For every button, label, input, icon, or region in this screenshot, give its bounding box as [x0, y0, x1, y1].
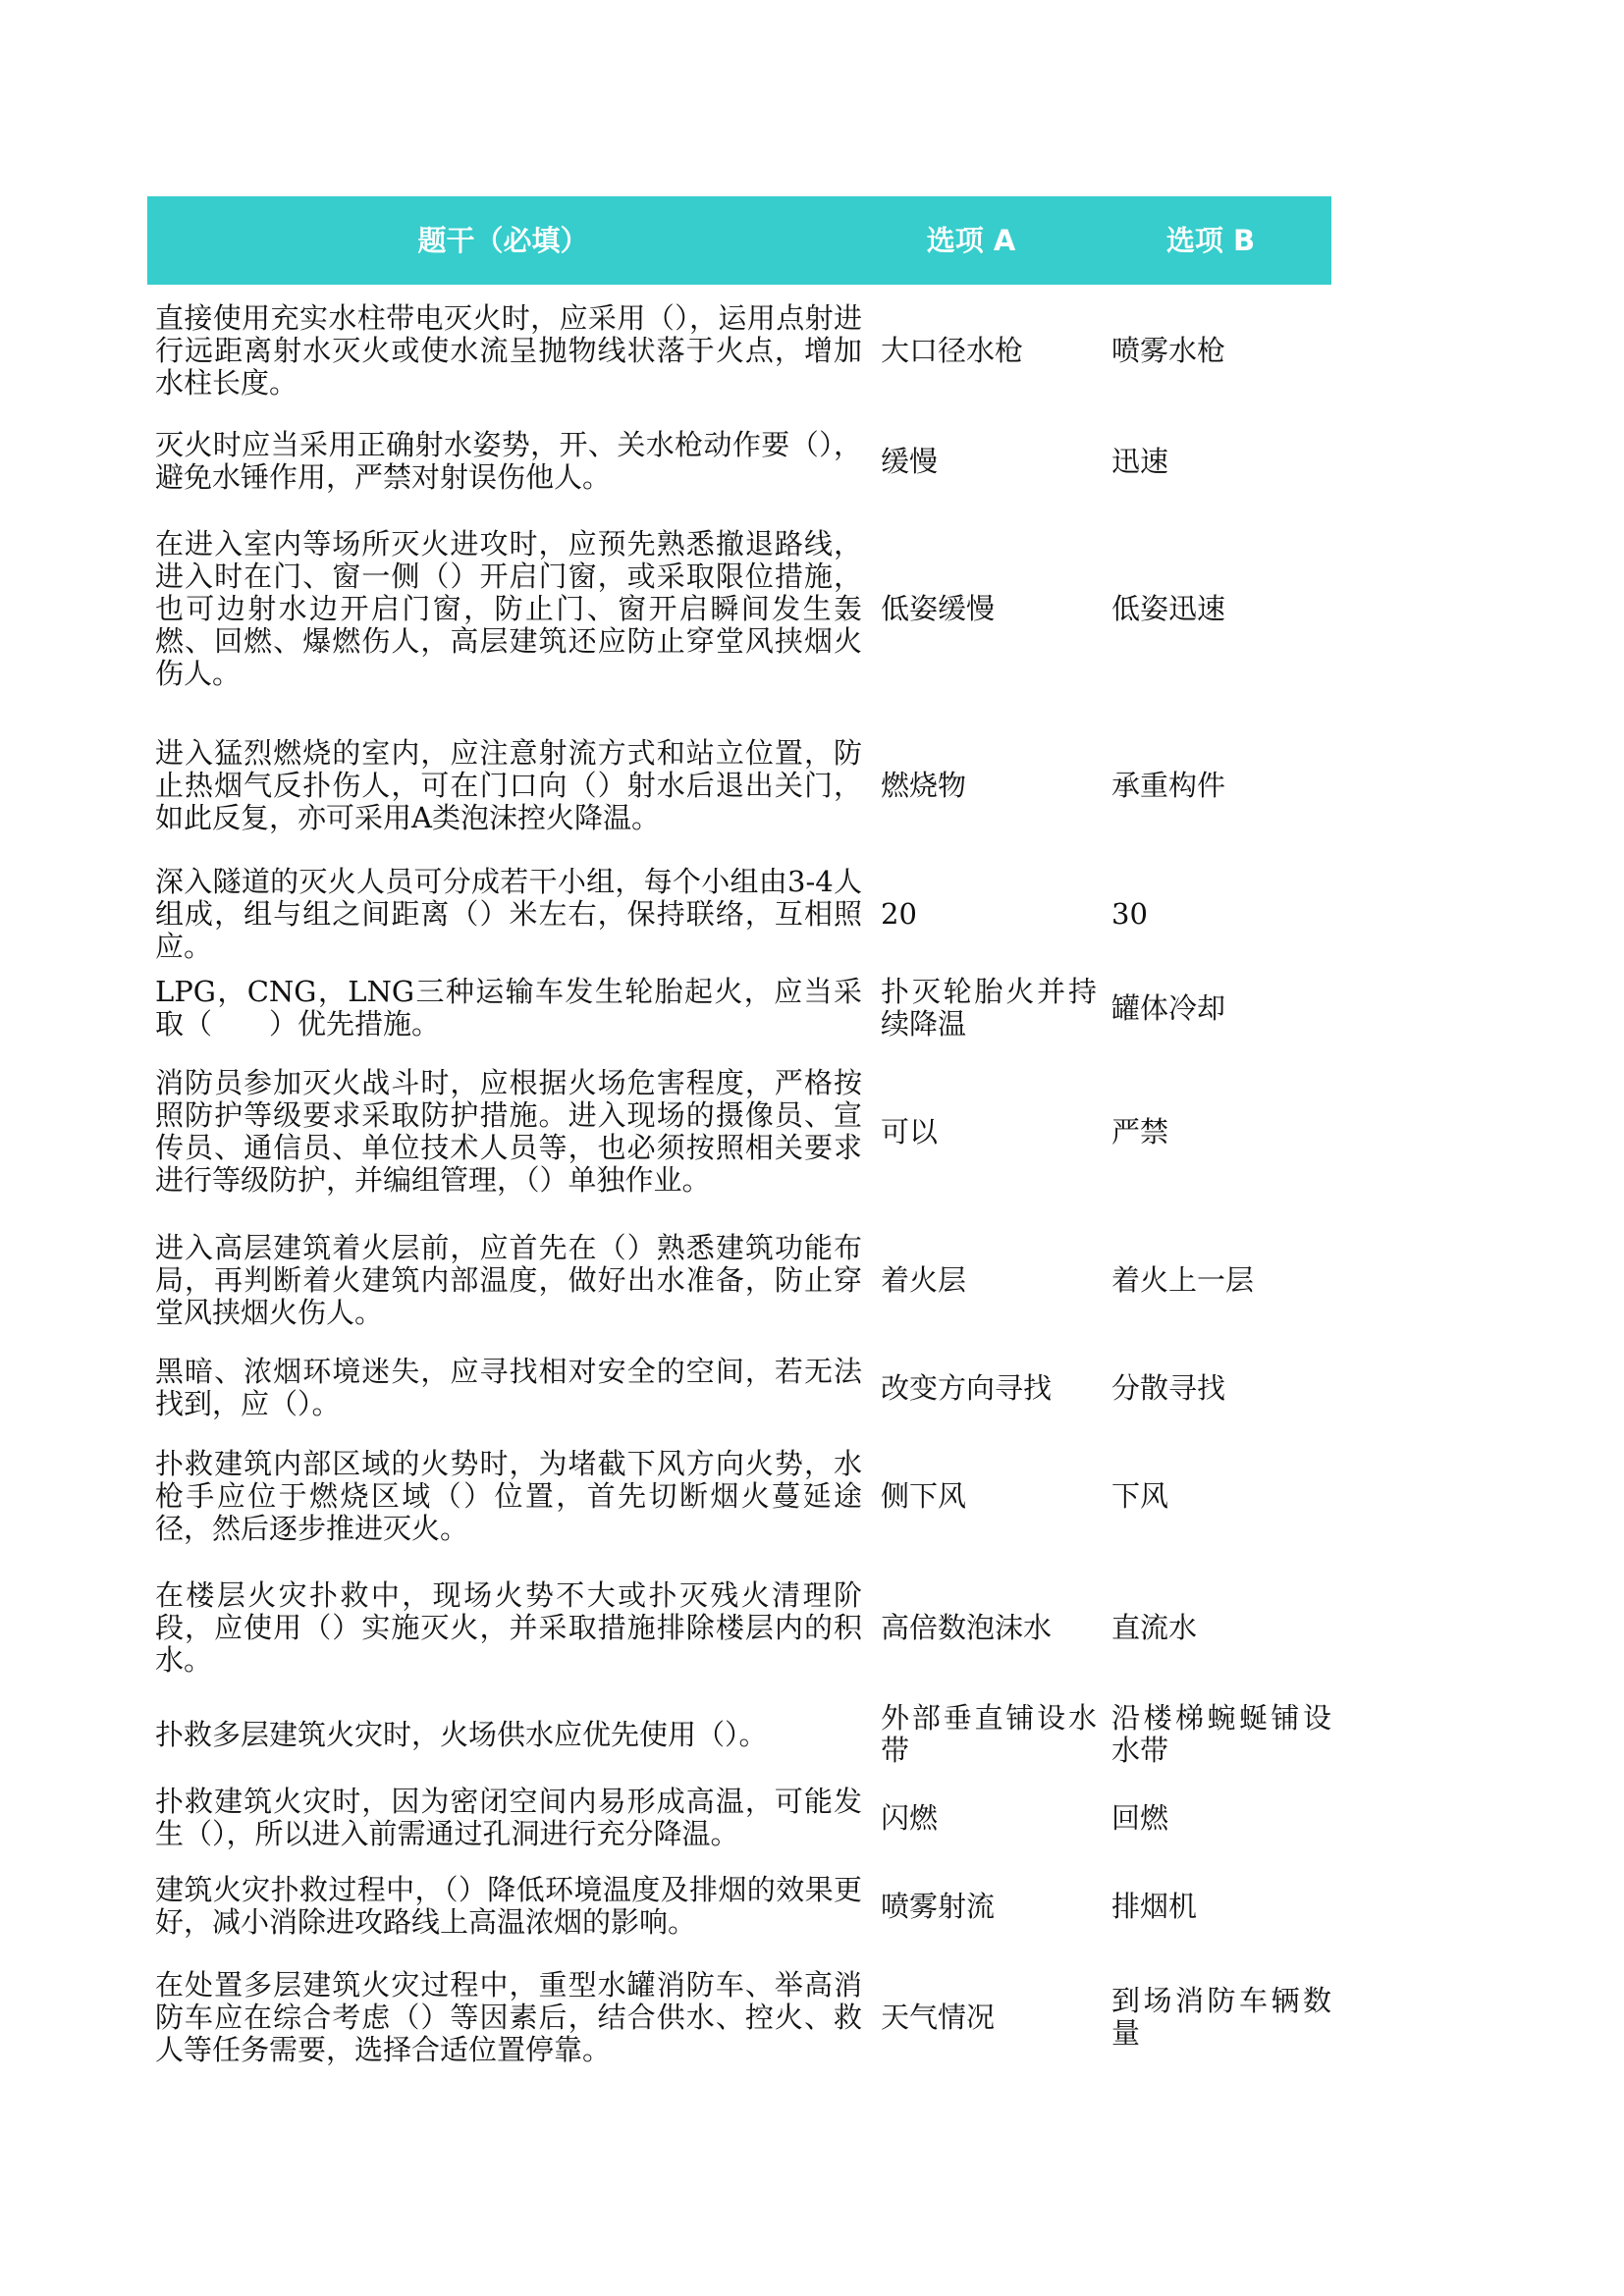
question-text: 扑救建筑火灾时，因为密闭空间内易形成高温，可能发生（），所以进入前需通过孔洞进行充分降温。: [155, 1785, 862, 1850]
question-text: 黑暗、浓烟环境迷失，应寻找相对安全的空间，若无法找到，应（）。: [155, 1355, 862, 1420]
question-text: 在楼层火灾扑救中，现场火势不大或扑灭残火清理阶段，应使用（）实施灭火，并采取措施排除楼层内的积水。: [155, 1577, 862, 1677]
option-a: 大口径水枪: [881, 334, 1024, 367]
table-row: [147, 1950, 1331, 2084]
question-text: 在处置多层建筑火灾过程中，重型水罐消防车、举高消防车应在综合考虑（）等因素后，结合供水、控火、救人等任务需要，选择合适位置停靠。: [155, 1967, 862, 2066]
option-a: 高倍数泡沫水: [881, 1610, 1053, 1644]
question-sheet: [147, 196, 1331, 2066]
option-a: 喷雾射流: [881, 1889, 996, 1923]
table-row: [147, 712, 1331, 859]
question-text: LPG，CNG，LNG三种运输车发生轮胎起火，应当采取（ ）优先措施。: [155, 975, 862, 1041]
question-text: 深入隧道的灭火人员可分成若干小组，每个小组由3-4人组成，组与组之间距离（）米左右，保持联络，互相照应。: [155, 864, 862, 963]
option-a: 燃烧物: [881, 768, 967, 802]
option-b: 罐体冷却: [1111, 990, 1226, 1025]
option-b: 下风: [1111, 1478, 1169, 1513]
option-a: 闪燃: [881, 1800, 939, 1835]
option-b: 着火上一层: [1111, 1262, 1255, 1297]
header-option-a: 选项 A: [926, 224, 1016, 257]
option-b: 低姿迅速: [1111, 591, 1226, 625]
question-text: 进入猛烈燃烧的室内，应注意射流方式和站立位置，防止热烟气反扑伤人，可在门口向（）射水后退出关门，如此反复，亦可采用A类泡沫控火降温。: [155, 735, 862, 834]
question-text: 灭火时应当采用正确射水姿势，开、关水枪动作要（），避免水锤作用，严禁对射误伤他人。: [155, 428, 862, 494]
option-b: 迅速: [1111, 444, 1169, 478]
option-b: 排烟机: [1111, 1889, 1198, 1923]
question-text: 直接使用充实水柱带电灭火时，应采用（），运用点射进行远距离射水灭火或使水流呈抛物线状落于火点，增加水柱长度。: [155, 301, 862, 400]
table-row: [147, 1862, 1331, 1950]
header-option-b: 选项 B: [1165, 224, 1256, 257]
option-b: 分散寻找: [1111, 1370, 1226, 1405]
header-question: 题干（必填）: [417, 224, 589, 257]
table-row: [147, 969, 1331, 1047]
option-b: 喷雾水枪: [1111, 334, 1226, 367]
option-b: 承重构件: [1111, 768, 1226, 802]
question-text: 进入高层建筑着火层前，应首先在（）熟悉建筑功能布局，再判断着火建筑内部温度，做好出水准备，防止穿堂风挟烟火伤人。: [155, 1230, 862, 1329]
table-row: [147, 1432, 1331, 1560]
table-row: [147, 417, 1331, 506]
question-text: 消防员参加灭火战斗时，应根据火场危害程度，严格按照防护等级要求采取防护措施。进入现场的摄像员、宣传员、通信员、单位技术人员等，也必须按照相关要求进行等级防护，并编组管理，（）单独作业。: [155, 1066, 862, 1197]
option-a: 扑灭轮胎火并持续降温: [881, 975, 1097, 1041]
option-a: 侧下风: [881, 1478, 967, 1513]
table-row: [147, 1047, 1331, 1216]
option-b: 严禁: [1111, 1114, 1169, 1148]
table-row: [147, 506, 1331, 712]
option-a: 缓慢: [881, 444, 939, 478]
option-a: 天气情况: [881, 2000, 996, 2034]
option-b: 沿楼梯蜿蜒铺设水带: [1111, 1701, 1331, 1767]
table-row: [147, 1695, 1331, 1774]
table-row: [147, 1560, 1331, 1695]
option-a: 低姿缓慢: [881, 591, 996, 625]
option-a: 可以: [881, 1114, 939, 1148]
option-b: 到场消防车辆数量: [1111, 1984, 1331, 2050]
option-b: 直流水: [1111, 1610, 1198, 1644]
option-a: 20: [881, 896, 917, 931]
option-a: 着火层: [881, 1262, 967, 1297]
table-row: [147, 1344, 1331, 1432]
table-header: [147, 196, 1331, 285]
question-text: 扑救多层建筑火灾时，火场供水应优先使用（）。: [155, 1717, 768, 1751]
table-row: [147, 859, 1331, 969]
table-row: [147, 1774, 1331, 1862]
option-a: 改变方向寻找: [881, 1370, 1053, 1405]
question-text: 在进入室内等场所灭火进攻时，应预先熟悉撤退路线，进入时在门、窗一侧（）开启门窗，或采取限位措施，也可边射水边开启门窗，防止门、窗开启瞬间发生轰燃、回燃、爆燃伤人，高层建筑还应防止穿堂风挟烟火伤人。: [155, 526, 862, 690]
option-b: 回燃: [1111, 1800, 1169, 1835]
question-text: 扑救建筑内部区域的火势时，为堵截下风方向火势，水枪手应位于燃烧区域（）位置，首先切断烟火蔓延途径，然后逐步推进灭火。: [155, 1446, 862, 1545]
table-row: [147, 1216, 1331, 1344]
question-text: 建筑火灾扑救过程中，（）降低环境温度及排烟的效果更好，减小消除进攻路线上高温浓烟的影响。: [155, 1873, 862, 1939]
option-a: 外部垂直铺设水带: [881, 1701, 1097, 1767]
table-row: [147, 285, 1331, 417]
option-b: 30: [1111, 896, 1148, 931]
